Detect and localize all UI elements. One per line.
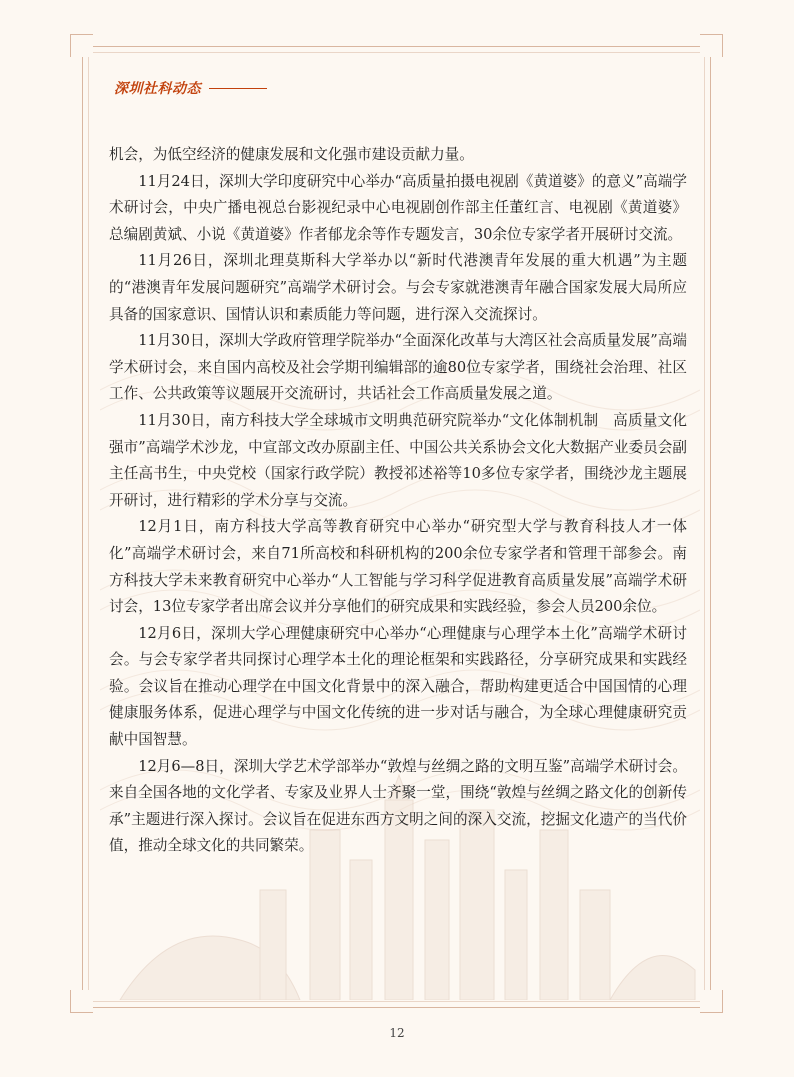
- paragraph: 11月24日，深圳大学印度研究中心举办“高质量拍摄电视剧《黄道婆》的意义”高端学术研讨会，中央广播电视总台影视纪录中心电视剧创作部主任董红言、电视剧《黄道婆》总编剧黄斌、小说《黄道婆》作者郁龙余等作专题发言，30余位专家学者开展研讨交流。: [109, 172, 687, 243]
- paragraph: 机会，为低空经济的健康发展和文化强市建设贡献力量。: [109, 146, 474, 163]
- paragraph: 12月6—8日，深圳大学艺术学部举办“敦煌与丝绸之路的文明互鉴”高端学术研讨会。来自全国各地的文化学者、专家及业界人士齐聚一堂，围绕“敦煌与丝绸之路文化的创新传承”主题进行深入探讨。会议旨在促进东西方文明之间的深入交流，挖掘文化遗产的当代价值，推动全球文化的共同繁荣。: [109, 757, 687, 855]
- header-rule: [209, 88, 267, 89]
- paragraph: 11月26日，深圳北理莫斯科大学举办以“新时代港澳青年发展的重大机遇”为主题的“港澳青年发展问题研究”高端学术研讨会。与会专家就港澳青年融合国家发展大局所应具备的国家意识、国情认识和素质能力等问题，进行深入交流探讨。: [109, 252, 687, 323]
- article-body: [109, 142, 687, 860]
- frame-corner-top-left: [70, 34, 93, 57]
- frame-corner-top-right: [700, 34, 723, 57]
- paragraph: 11月30日，深圳大学政府管理学院举办“全面深化改革与大湾区社会高质量发展”高端学术研讨会，来自国内高校及社会学期刊编辑部的逾80位专家学者，围绕社会治理、社区工作、公共政策等议题展开交流研讨，共话社会工作高质量发展之道。: [109, 332, 687, 403]
- section-header: [114, 78, 267, 98]
- section-title: 深圳社科动态: [114, 81, 201, 97]
- paragraph: 12月1日，南方科技大学高等教育研究中心举办“研究型大学与教育科技人才一体化”高端学术研讨会，来自71所高校和科研机构的200余位专家学者和管理干部参会。南方科技大学未来教育研究中心举办“人工智能与学习科学促进教育高质量发展”高端学术研讨会，13位专家学者出席会议并分享他们的研究成果和实践经验，参会人员200余位。: [109, 518, 687, 616]
- paragraph: 11月30日，南方科技大学全球城市文明典范研究院举办“文化体制机制 高质量文化强市”高端学术沙龙，中宣部文改办原副主任、中国公共关系协会文化大数据产业委员会副主任高书生，中央党校（国家行政学院）教授祁述裕等10多位专家学者，围绕沙龙主题展开研讨，进行精彩的学术分享与交流。: [109, 411, 687, 509]
- page-number: 12: [389, 1026, 405, 1040]
- frame-corner-bottom-left: [70, 990, 93, 1013]
- frame-corner-bottom-right: [700, 990, 723, 1013]
- paragraph: 12月6日，深圳大学心理健康研究中心举办“心理健康与心理学本土化”高端学术研讨会。与会专家学者共同探讨心理学本土化的理论框架和实践路径，分享研究成果和实践经验。会议旨在推动心理学在中国文化背景中的深入融合，帮助构建更适合中国国情的心理健康服务体系，促进心理学与中国文化传统的进一步对话与融合，为全球心理健康研究贡献中国智慧。: [109, 624, 687, 749]
